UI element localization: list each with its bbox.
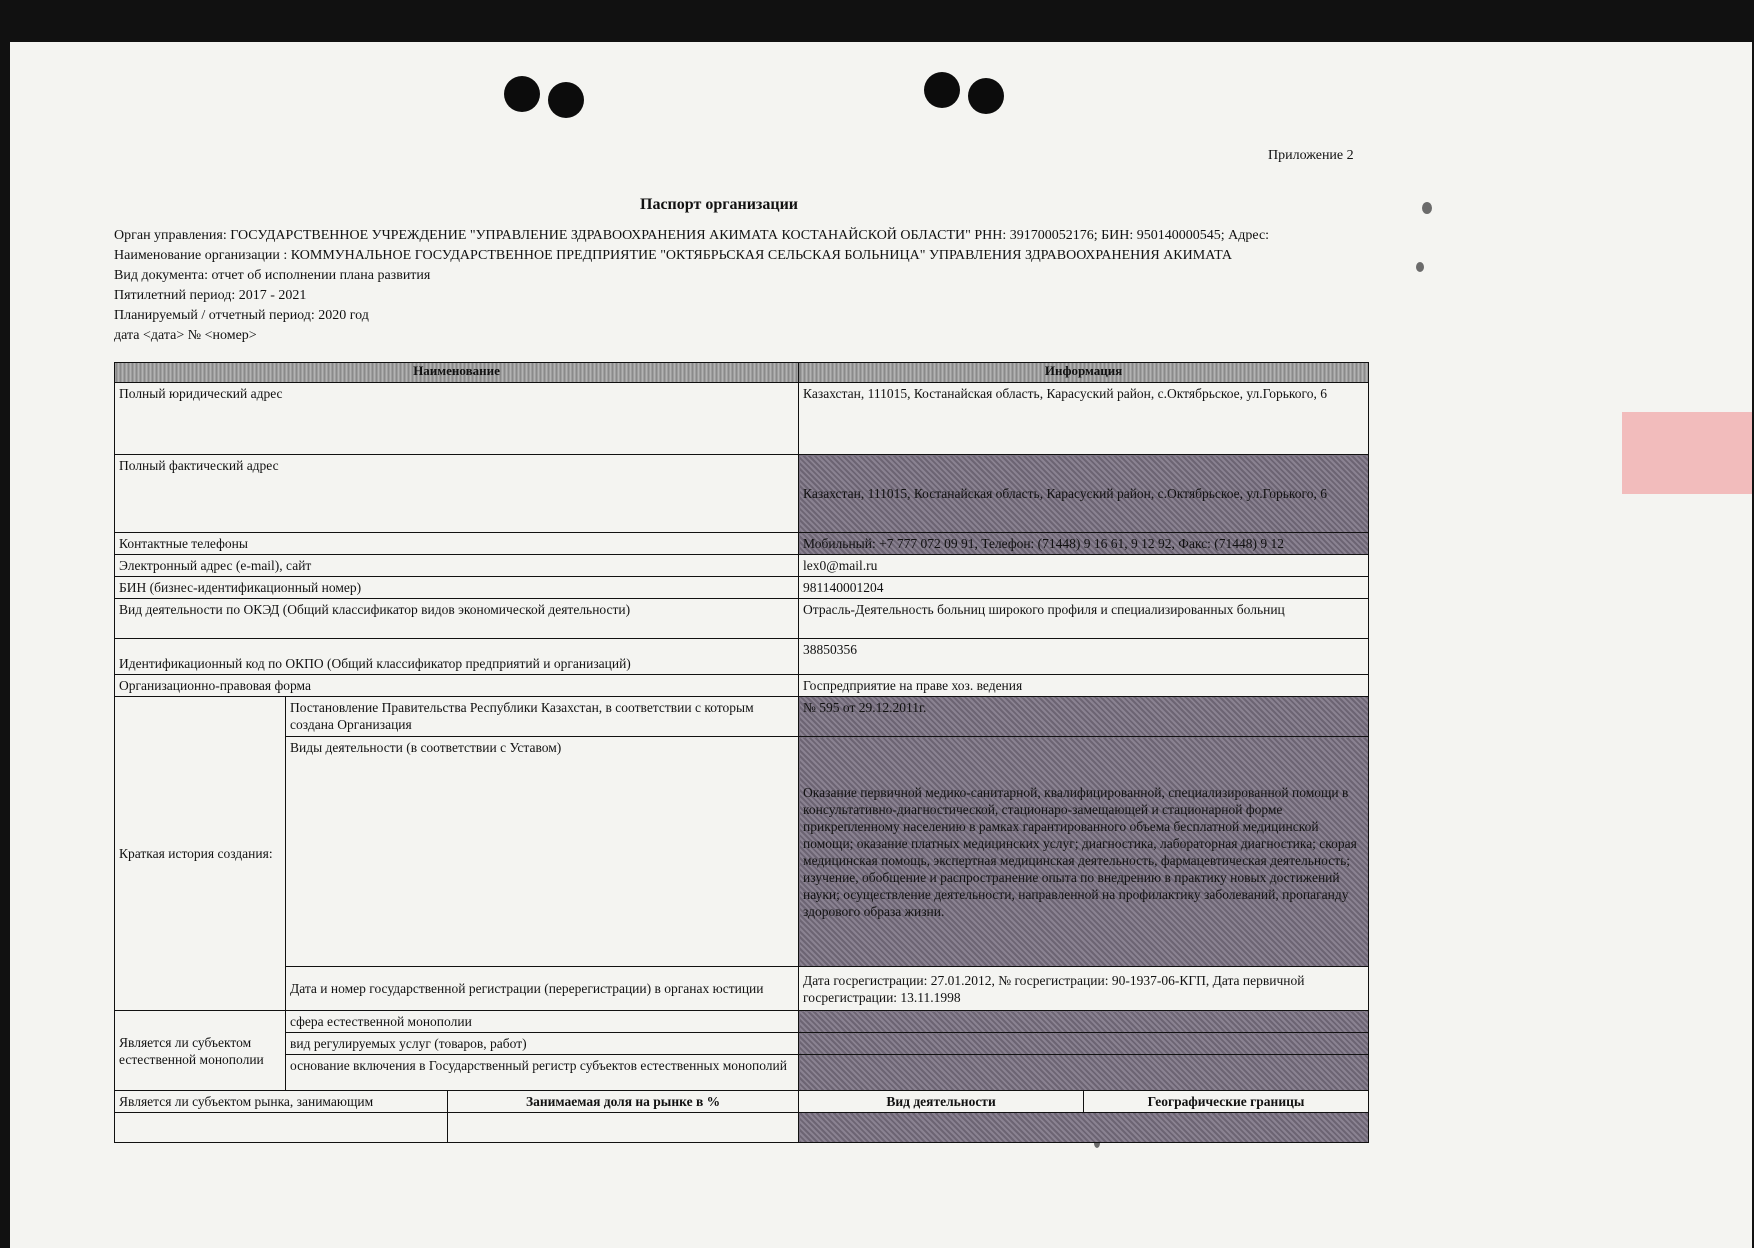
market-row-cell xyxy=(448,1113,799,1143)
table-row xyxy=(115,639,1369,675)
decree-label: Постановление Правительства Республики Казахстан, в соответствии с которым создана Организация xyxy=(286,697,799,737)
market-label: Является ли субъектом рынка, занимающим xyxy=(115,1091,448,1113)
punch-hole xyxy=(504,76,540,112)
monopoly-basis-value xyxy=(799,1055,1369,1091)
passport-table xyxy=(114,362,1369,1143)
table-row xyxy=(115,1091,1369,1113)
decree-value: № 595 от 29.12.2011г. xyxy=(799,697,1369,737)
table-row xyxy=(115,577,1369,599)
market-share-label: Занимаемая доля на рынке в % xyxy=(448,1091,799,1113)
monopoly-services-value xyxy=(799,1033,1369,1055)
actual-address-value: Казахстан, 111015, Костанайская область, Карасуский район, с.Октябрьское, ул.Горького, 6 xyxy=(799,455,1369,533)
table-row xyxy=(115,1033,1369,1055)
header-info: Информация xyxy=(799,363,1369,383)
legal-form-label: Организационно-правовая форма xyxy=(115,675,799,697)
table-row xyxy=(115,675,1369,697)
table-row xyxy=(115,967,1369,1011)
history-label: Краткая история создания: xyxy=(115,697,286,1011)
legal-address-label: Полный юридический адрес xyxy=(115,383,799,455)
monopoly-sphere-label: сфера естественной монополии xyxy=(286,1011,799,1033)
table-row xyxy=(115,697,1369,737)
email-label: Электронный адрес (e-mail), сайт xyxy=(115,555,799,577)
document-title: Паспорт организации xyxy=(640,196,798,213)
oked-value: Отрасль-Деятельность больниц широкого профиля и специализированных больниц xyxy=(799,599,1369,639)
table-row xyxy=(115,533,1369,555)
punch-hole xyxy=(924,72,960,108)
okpo-label: Идентификационный код по ОКПО (Общий классификатор предприятий и организаций) xyxy=(115,639,799,675)
monopoly-basis-label: основание включения в Государственный регистр субъектов естественных монополий xyxy=(286,1055,799,1091)
email-value: lex0@mail.ru xyxy=(799,555,1369,577)
table-row xyxy=(115,383,1369,455)
document-page xyxy=(10,42,1752,1248)
header-name: Наименование xyxy=(115,363,799,383)
market-row-cell xyxy=(115,1113,448,1143)
geo-bounds-label: Географические границы xyxy=(1084,1091,1369,1113)
scan-speck xyxy=(1422,202,1432,214)
legal-form-value: Госпредприятие на праве хоз. ведения xyxy=(799,675,1369,697)
table-row xyxy=(115,555,1369,577)
registration-label: Дата и номер государственной регистрации (перерегистрации) в органах юстиции xyxy=(286,967,799,1011)
sticky-tab xyxy=(1622,412,1752,494)
table-header-row xyxy=(115,363,1369,383)
bin-value: 981140001204 xyxy=(799,577,1369,599)
monopoly-services-label: вид регулируемых услуг (товаров, работ) xyxy=(286,1033,799,1055)
bin-label: БИН (бизнес-идентификационный номер) xyxy=(115,577,799,599)
five-year-period: Пятилетний период: 2017 - 2021 xyxy=(114,288,307,303)
document-header xyxy=(114,226,1364,346)
activity-type-label: Вид деятельности xyxy=(799,1091,1084,1113)
oked-label: Вид деятельности по ОКЭД (Общий классификатор видов экономической деятельности) xyxy=(115,599,799,639)
report-period: Планируемый / отчетный период: 2020 год xyxy=(114,308,369,323)
table-row xyxy=(115,1055,1369,1091)
organization-name: Наименование организации : КОММУНАЛЬНОЕ ГОСУДАРСТВЕННОЕ ПРЕДПРИЯТИЕ "ОКТЯБРЬСКАЯ СЕЛЬСКАЯ БОЛЬНИЦА" УПРАВЛЕНИЯ ЗДРАВООХРАНЕНИЯ АКИМАТА xyxy=(114,248,1233,263)
date-number: дата <дата> № <номер> xyxy=(114,328,257,343)
appendix-label: Приложение 2 xyxy=(1268,148,1354,163)
activities-label: Виды деятельности (в соответствии с Уставом) xyxy=(286,737,799,967)
governing-body: Орган управления: ГОСУДАРСТВЕННОЕ УЧРЕЖДЕНИЕ "УПРАВЛЕНИЕ ЗДРАВООХРАНЕНИЯ АКИМАТА КОСТАНАЙСКОЙ ОБЛАСТИ" РНН: 391700052176; БИН: 950140000545; Адрес: xyxy=(114,228,1270,243)
table-row xyxy=(115,455,1369,533)
table-row xyxy=(115,737,1369,967)
table-row xyxy=(115,1113,1369,1143)
table-row xyxy=(115,599,1369,639)
okpo-value: 38850356 xyxy=(799,639,1369,675)
phones-value: Мобильный: +7 777 072 09 91, Телефон: (71448) 9 16 61, 9 12 92, Факс: (71448) 9 12 xyxy=(799,533,1369,555)
registration-value: Дата госрегистрации: 27.01.2012, № госрегистрации: 90-1937-06-КГП, Дата первичной госрегистрации: 13.11.1998 xyxy=(799,967,1369,1011)
phones-label: Контактные телефоны xyxy=(115,533,799,555)
actual-address-label: Полный фактический адрес xyxy=(115,455,799,533)
table-row xyxy=(115,1011,1369,1033)
market-row-cell xyxy=(799,1113,1369,1143)
document-type: Вид документа: отчет об исполнении плана развития xyxy=(114,268,431,283)
punch-hole xyxy=(548,82,584,118)
monopoly-sphere-value xyxy=(799,1011,1369,1033)
scan-speck xyxy=(1416,262,1424,272)
monopoly-label: Является ли субъектом естественной монополии xyxy=(115,1011,286,1091)
punch-hole xyxy=(968,78,1004,114)
activities-value: Оказание первичной медико-санитарной, квалифицированной, специализированной помощи в консультативно-диагностической, стационаро-замещающей и стационарной форме прикрепленному населению в рамках гарантированного объема бесплатной медицинской помощи; оказание платных медицинских услуг; диагностика, лабораторная диагностика; скорая медицинская помощь, экспертная медицинская деятельность, фармацевтическая деятельность; изучение, обобщение и распространение опыта по внедрению в практику новых достижений науки; осуществление деятельности, направленной на профилактику заболеваний, пропаганду здорового образа жизни. xyxy=(799,737,1369,967)
legal-address-value: Казахстан, 111015, Костанайская область, Карасуский район, с.Октябрьское, ул.Горького, 6 xyxy=(799,383,1369,455)
